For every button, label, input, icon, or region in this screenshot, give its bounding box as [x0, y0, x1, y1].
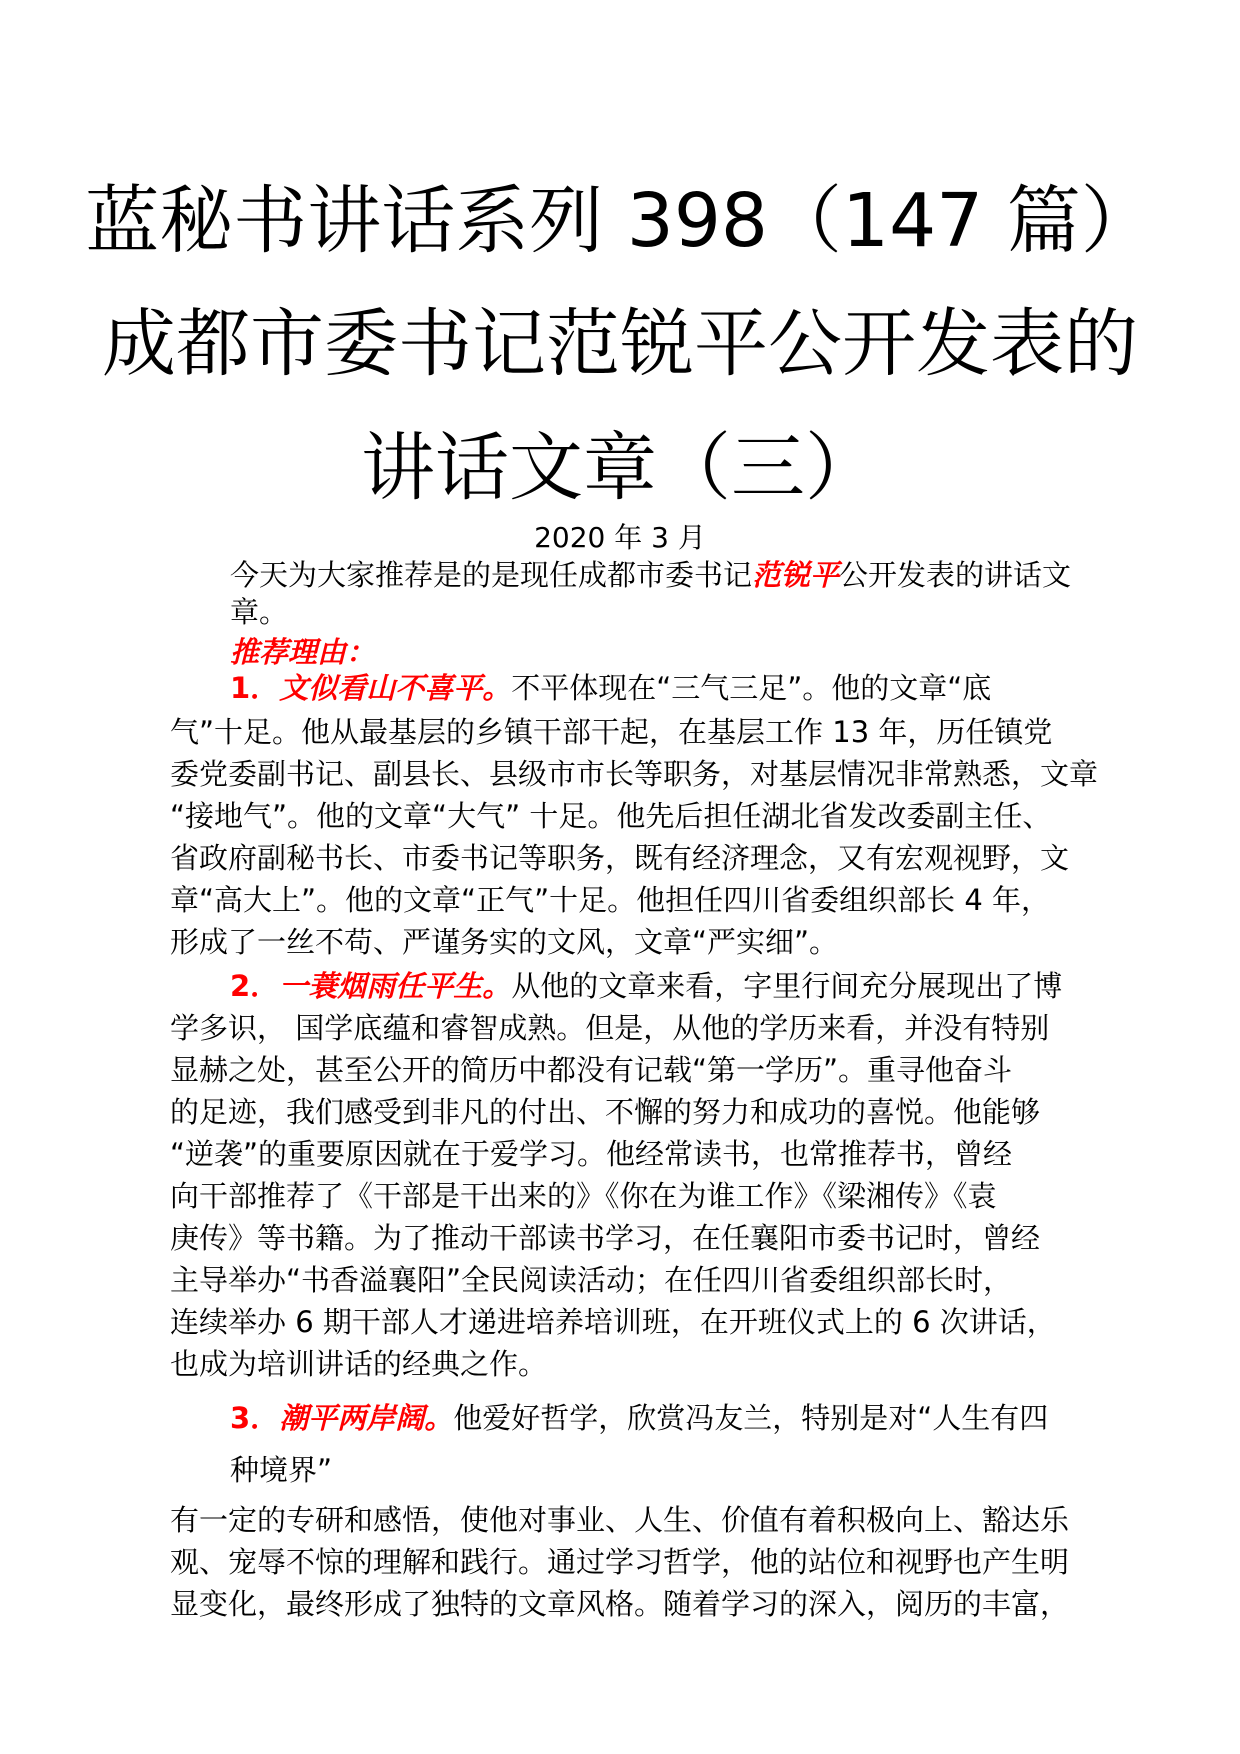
- p1-line-1: [230, 668, 991, 708]
- p1-line-5: 省政府副秘书长、市委书记等职务，既有经济理念，又有宏观视野，文: [170, 841, 1070, 875]
- p2-heading: 一蓑烟雨任平生。: [279, 969, 512, 1003]
- p1-line-7: 形成了一丝不苟、严谨务实的文风，文章“严实细”。: [170, 925, 839, 959]
- p3-line-3: 有一定的专研和感悟，使他对事业、人生、价值有着积极向上、豁达乐: [170, 1503, 1070, 1537]
- reason-heading: [230, 632, 375, 672]
- p1-line-4: “接地气”。他的文章“大气” 十足。他先后担任湖北省发改委副主任、: [170, 799, 1052, 833]
- p2-line-6: 向干部推荐了《干部是干出来的》《你在为谁工作》《梁湘传》《袁: [170, 1179, 997, 1213]
- p2-line-1: [230, 966, 1062, 1006]
- title-line-3: 讲话文章（三）: [361, 425, 879, 511]
- p3-line-5: 显变化，最终形成了独特的文章风格。随着学习的深入，阅历的丰富，: [170, 1587, 1070, 1621]
- intro-text-a: 今天为大家推荐是的是现任成都市委书记: [230, 558, 753, 592]
- p1-number: 1．: [230, 671, 280, 705]
- p2-line-10: 也成为培训讲话的经典之作。: [170, 1347, 548, 1381]
- p2-line-9: 连续举办 6 期干部人才递进培养培训班，在开班仪式上的 6 次讲话，: [170, 1305, 1056, 1339]
- p2-line-7: 庚传》等书籍。为了推动干部读书学习，在任襄阳市委书记时，曾经: [170, 1221, 1041, 1255]
- p3-line-1: [230, 1398, 1048, 1438]
- p2-line-5: “逆袭”的重要原因就在于爱学习。他经常读书，也常推荐书，曾经: [170, 1137, 1013, 1171]
- title-line-2: 成都市委书记范锐平公开发表的: [102, 301, 1138, 387]
- p2-line-4: 的足迹，我们感受到非凡的付出、不懈的努力和成功的喜悦。他能够: [170, 1095, 1041, 1129]
- publish-date: 2020 年 3 月: [534, 521, 706, 554]
- p1-text-1: 不平体现在“三气三足”。他的文章“底: [511, 671, 992, 705]
- intro-line-1: [230, 555, 1071, 595]
- p2-line-8: 主导举办“书香溢襄阳”全民阅读活动；在任四川省委组织部长时，: [170, 1263, 1013, 1297]
- p2-text-1: 从他的文章来看，字里行间充分展现出了博: [511, 969, 1063, 1003]
- p3-heading: 潮平两岸阔。: [279, 1401, 454, 1435]
- p3-number: 3．: [230, 1401, 280, 1435]
- intro-highlight-name: 范锐平: [752, 558, 840, 592]
- p2-line-3: 显赫之处，甚至公开的简历中都没有记载“第一学历”。重寻他奋斗: [170, 1053, 1013, 1087]
- reason-heading-text: 推荐理由：: [230, 635, 376, 669]
- intro-text-b: 公开发表的讲话文: [839, 558, 1072, 592]
- p3-text-1: 他爱好哲学，欣赏冯友兰，特别是对“人生有四: [453, 1401, 1049, 1435]
- p3-line-2: 种境界”: [230, 1453, 333, 1487]
- p1-line-2: 气”十足。他从最基层的乡镇干部干起，在基层工作 13 年，历任镇党: [170, 715, 1053, 749]
- p1-heading: 文似看山不喜平。: [279, 671, 512, 705]
- p2-line-2: 学多识， 国学底蕴和睿智成熟。但是，从他的学历来看，并没有特别: [170, 1011, 1050, 1045]
- p1-line-3: 委党委副书记、副县长、县级市市长等职务，对基层情况非常熟悉，文章: [170, 757, 1099, 791]
- p3-line-4: 观、宠辱不惊的理解和践行。通过学习哲学，他的站位和视野也产生明: [170, 1545, 1070, 1579]
- p1-line-6: 章“高大上”。他的文章“正气”十足。他担任四川省委组织部长 4 年，: [170, 883, 1050, 917]
- title-line-1: 蓝秘书讲话系列 398（147 篇）: [85, 178, 1155, 264]
- p2-number: 2．: [230, 969, 280, 1003]
- intro-line-2: 章。: [230, 595, 289, 629]
